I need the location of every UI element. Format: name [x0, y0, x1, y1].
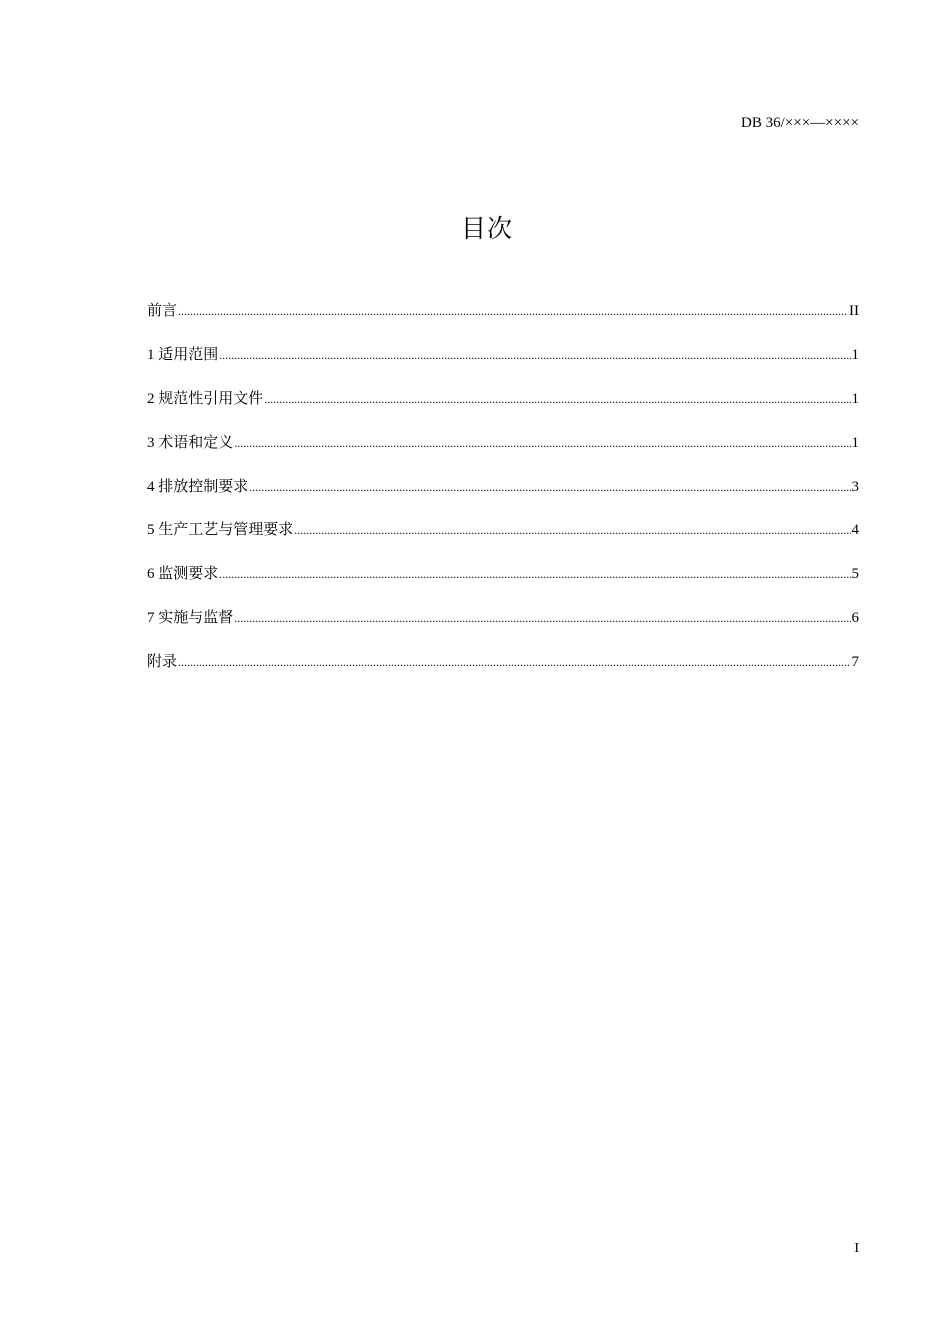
- toc-entry-page: 3: [851, 478, 859, 495]
- toc-entry-label: 附录: [147, 654, 178, 671]
- toc-list: [147, 300, 859, 695]
- toc-entry-scope[interactable]: [147, 344, 859, 388]
- toc-dot-leader: [178, 651, 850, 673]
- toc-entry-page: II: [849, 303, 859, 319]
- toc-entry-label: 3 术语和定义: [147, 434, 234, 451]
- toc-entry-implementation[interactable]: [147, 607, 859, 651]
- toc-entry-appendix[interactable]: [147, 651, 859, 695]
- toc-entry-page: 7: [851, 654, 859, 671]
- toc-dot-leader: [178, 300, 848, 322]
- toc-dot-leader: [294, 519, 850, 541]
- toc-entry-page: 1: [851, 434, 859, 451]
- toc-title: 目次: [460, 214, 513, 243]
- toc-entry-page: 1: [851, 346, 859, 363]
- toc-entry-page: 4: [851, 522, 859, 539]
- toc-entry-label: 前言: [147, 303, 178, 319]
- toc-entry-monitoring[interactable]: [147, 563, 859, 607]
- toc-entry-emission-control[interactable]: [147, 476, 859, 520]
- toc-dot-leader: [249, 476, 850, 498]
- toc-entry-label: 4 排放控制要求: [147, 478, 249, 495]
- toc-entry-label: 2 规范性引用文件: [147, 390, 264, 407]
- toc-dot-leader: [234, 607, 850, 629]
- toc-entry-page: 5: [851, 566, 859, 583]
- page-number: I: [854, 1241, 859, 1256]
- toc-dot-leader: [219, 344, 850, 366]
- toc-entry-page: 6: [851, 610, 859, 627]
- toc-dot-leader: [219, 563, 850, 585]
- toc-entry-label: 5 生产工艺与管理要求: [147, 522, 294, 539]
- standard-code: DB 36/×××—××××: [741, 115, 859, 131]
- toc-entry-foreword[interactable]: [147, 300, 859, 344]
- toc-entry-label: 7 实施与监督: [147, 610, 234, 627]
- toc-entry-terms-definitions[interactable]: [147, 432, 859, 476]
- toc-dot-leader: [264, 388, 850, 410]
- toc-entry-label: 6 监测要求: [147, 566, 219, 583]
- toc-entry-process-management[interactable]: [147, 519, 859, 563]
- toc-entry-label: 1 适用范围: [147, 346, 219, 363]
- toc-entry-page: 1: [851, 390, 859, 407]
- toc-dot-leader: [234, 432, 850, 454]
- toc-entry-normative-references[interactable]: [147, 388, 859, 432]
